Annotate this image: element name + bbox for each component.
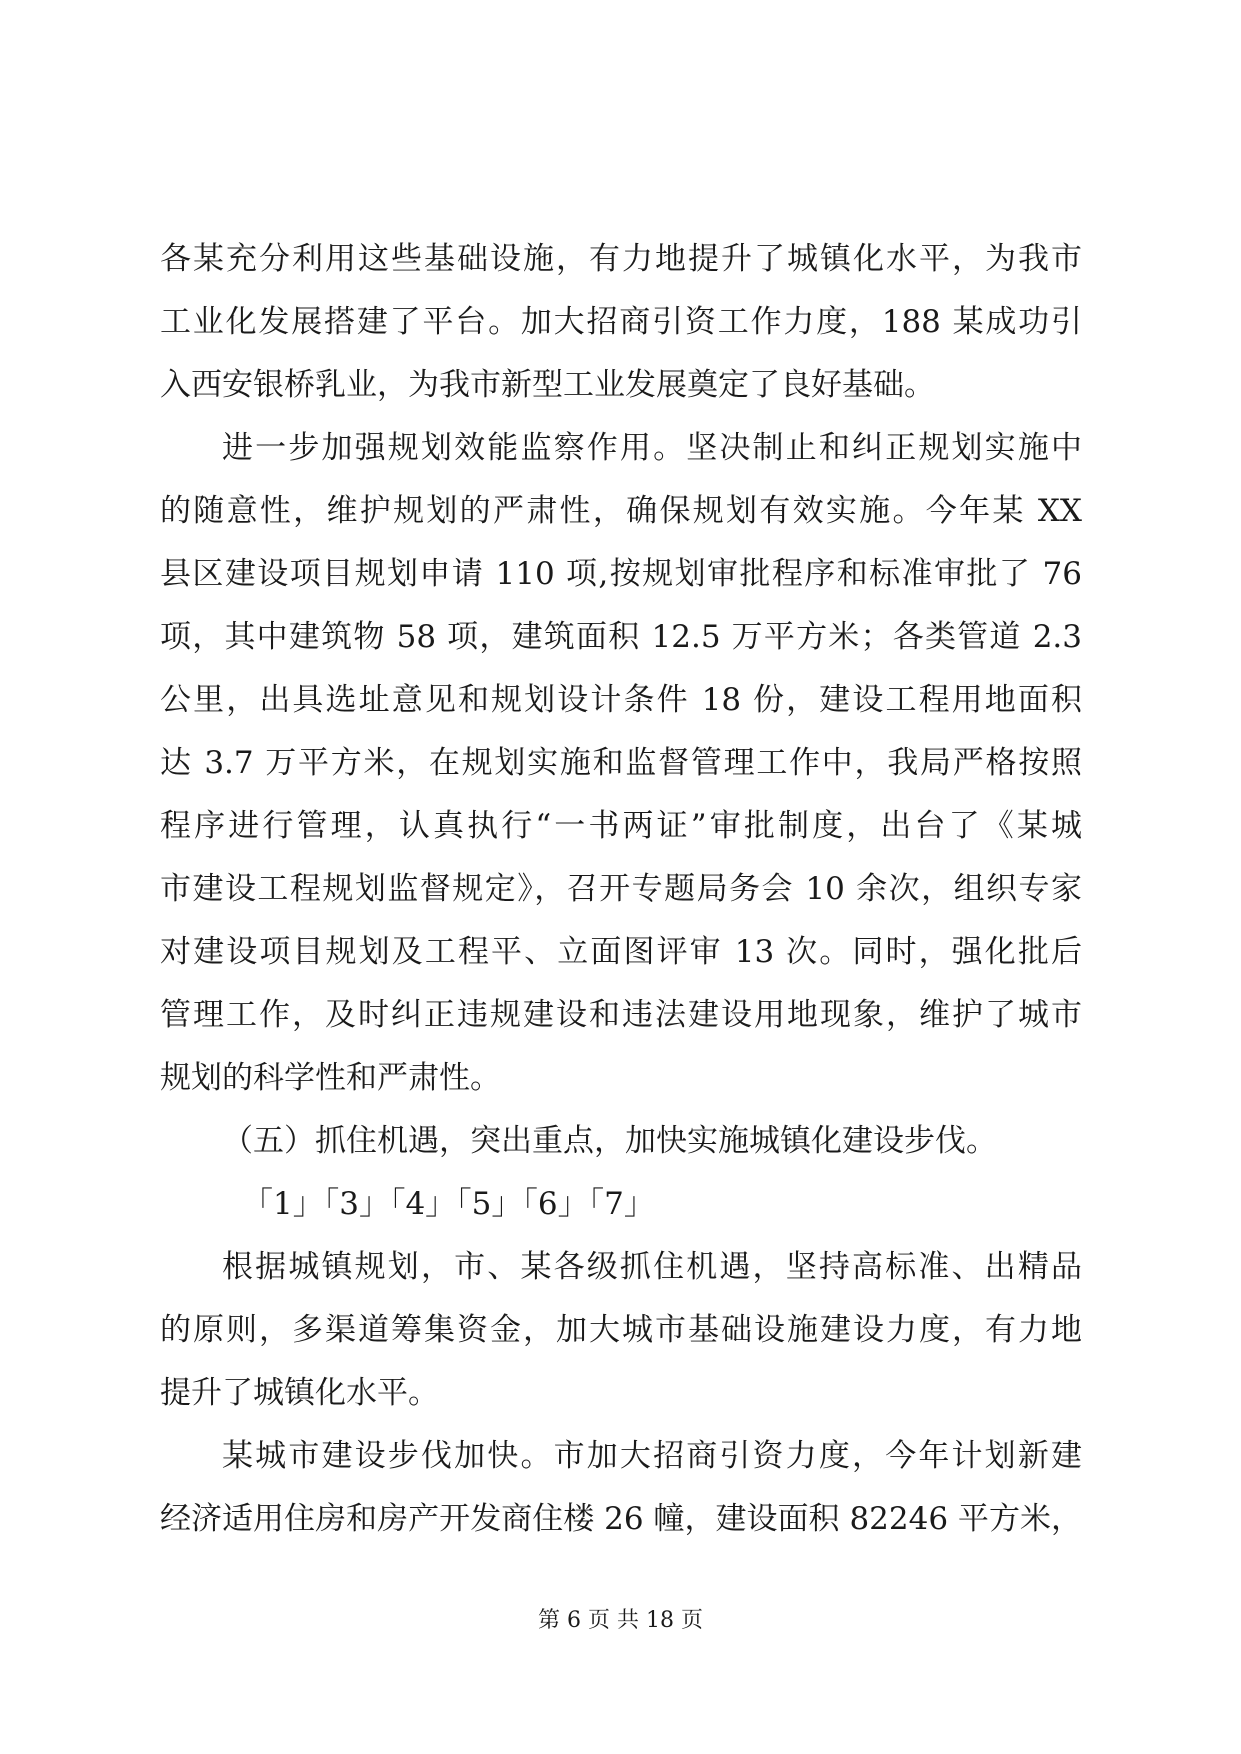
text-line: 规划的科学性和严肃性。: [160, 1060, 501, 1096]
text-line: 对建设项目规划及工程平、立面图评审 13 次。同时，强化批后: [160, 934, 1082, 970]
text-line: 工业化发展搭建了平台。加大招商引资工作力度，188 某成功引: [160, 304, 1082, 340]
document-body: [160, 228, 1082, 1551]
reference-markers: 「1」「3」「4」「5」「6」「7」: [242, 1186, 655, 1222]
section-heading: （五）抓住机遇，突出重点，加快实施城镇化建设步伐。: [222, 1123, 997, 1159]
text-line: 市建设工程规划监督规定》，召开专题局务会 10 余次，组织专家: [160, 871, 1082, 907]
text-line: 某城市建设步伐加快。市加大招商引资力度，今年计划新建: [222, 1438, 1082, 1474]
text-line: 提升了城镇化水平。: [160, 1375, 439, 1411]
text-line: 根据城镇规划，市、某各级抓住机遇，坚持高标准、出精品: [222, 1249, 1082, 1285]
text-line: 县区建设项目规划申请 110 项,按规划审批程序和标准审批了 76: [160, 556, 1082, 592]
text-line: 管理工作，及时纠正违规建设和违法建设用地现象，维护了城市: [160, 997, 1082, 1033]
text-line: 项，其中建筑物 58 项，建筑面积 12.5 万平方米；各类管道 2.3: [160, 619, 1082, 655]
text-line: 各某充分利用这些基础设施，有力地提升了城镇化水平，为我市: [160, 241, 1082, 277]
text-line: 进一步加强规划效能监察作用。坚决制止和纠正规划实施中: [222, 430, 1082, 466]
text-line: 程序进行管理，认真执行“一书两证”审批制度，出台了《某城: [160, 808, 1082, 844]
text-line: 的原则，多渠道筹集资金，加大城市基础设施建设力度，有力地: [160, 1312, 1082, 1348]
text-line: 的随意性，维护规划的严肃性，确保规划有效实施。今年某 XX: [160, 493, 1082, 529]
text-line: 公里，出具选址意见和规划设计条件 18 份，建设工程用地面积: [160, 682, 1082, 718]
page-number-footer: 第 6 页 共 18 页: [538, 1608, 703, 1633]
text-line: 达 3.7 万平方米，在规划实施和监督管理工作中，我局严格按照: [160, 745, 1082, 781]
text-line: 经济适用住房和房产开发商住楼 26 幢，建设面积 82246 平方米，: [160, 1501, 1082, 1537]
text-line: 入西安银桥乳业，为我市新型工业发展奠定了良好基础。: [160, 367, 935, 403]
